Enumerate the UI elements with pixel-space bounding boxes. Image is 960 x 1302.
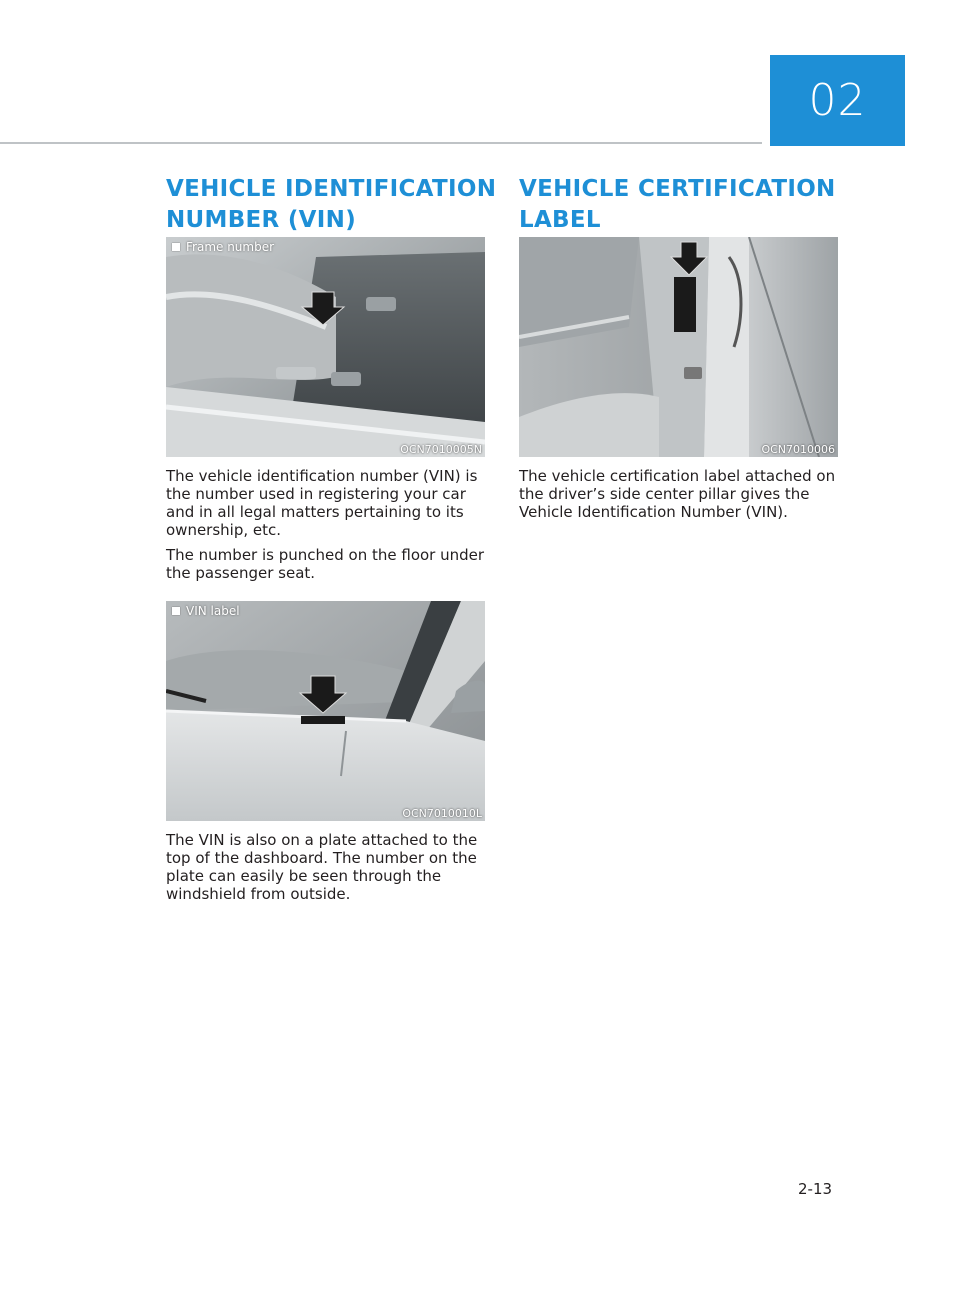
frame-number-caption — [172, 240, 274, 254]
vin-title-line1: VEHICLE IDENTIFICATION — [166, 176, 497, 202]
certification-label-figure — [519, 237, 838, 457]
vin-label-figure-code: OCN7010010L — [402, 807, 482, 820]
cert-title-line1: VEHICLE CERTIFICATION — [519, 176, 836, 202]
chapter-tab: 02 — [770, 55, 905, 146]
vin-paragraph-1: The vehicle identification number (VIN) is the number used in registering your car and in all legal matters pertaining to its ownership, etc. — [166, 467, 478, 539]
vin-label-caption-text: VIN label — [186, 604, 240, 618]
certification-paragraph: The vehicle certification label attached on the driver’s side center pillar gives the Vehicle Identification Number (VIN). — [519, 467, 836, 521]
cert-title-line2: LABEL — [519, 207, 601, 233]
vin-label-figure — [166, 601, 485, 821]
frame-number-figure-code: OCN7010005N — [400, 443, 482, 456]
vin-section-title — [166, 174, 496, 236]
vin-label-illustration — [166, 601, 485, 821]
frame-number-illustration — [166, 237, 485, 457]
header-rule — [0, 142, 762, 144]
vin-paragraph-3: The VIN is also on a plate attached to the top of the dashboard. The number on the plate can easily be seen through the windshield from outside. — [166, 831, 478, 903]
frame-number-caption-text: Frame number — [186, 240, 275, 254]
certification-figure-code: OCN7010006 — [761, 443, 835, 456]
vin-label-caption — [172, 604, 240, 618]
frame-number-figure — [166, 237, 485, 457]
certification-section-title — [519, 174, 836, 236]
certification-label-illustration — [519, 237, 838, 457]
vin-title-line2: NUMBER (VIN) — [166, 207, 357, 233]
square-bullet-icon — [172, 607, 180, 615]
vin-paragraph-2: The number is punched on the floor under the passenger seat. — [166, 546, 485, 582]
square-bullet-icon — [172, 243, 180, 251]
page-number: 2-13 — [798, 1180, 833, 1198]
